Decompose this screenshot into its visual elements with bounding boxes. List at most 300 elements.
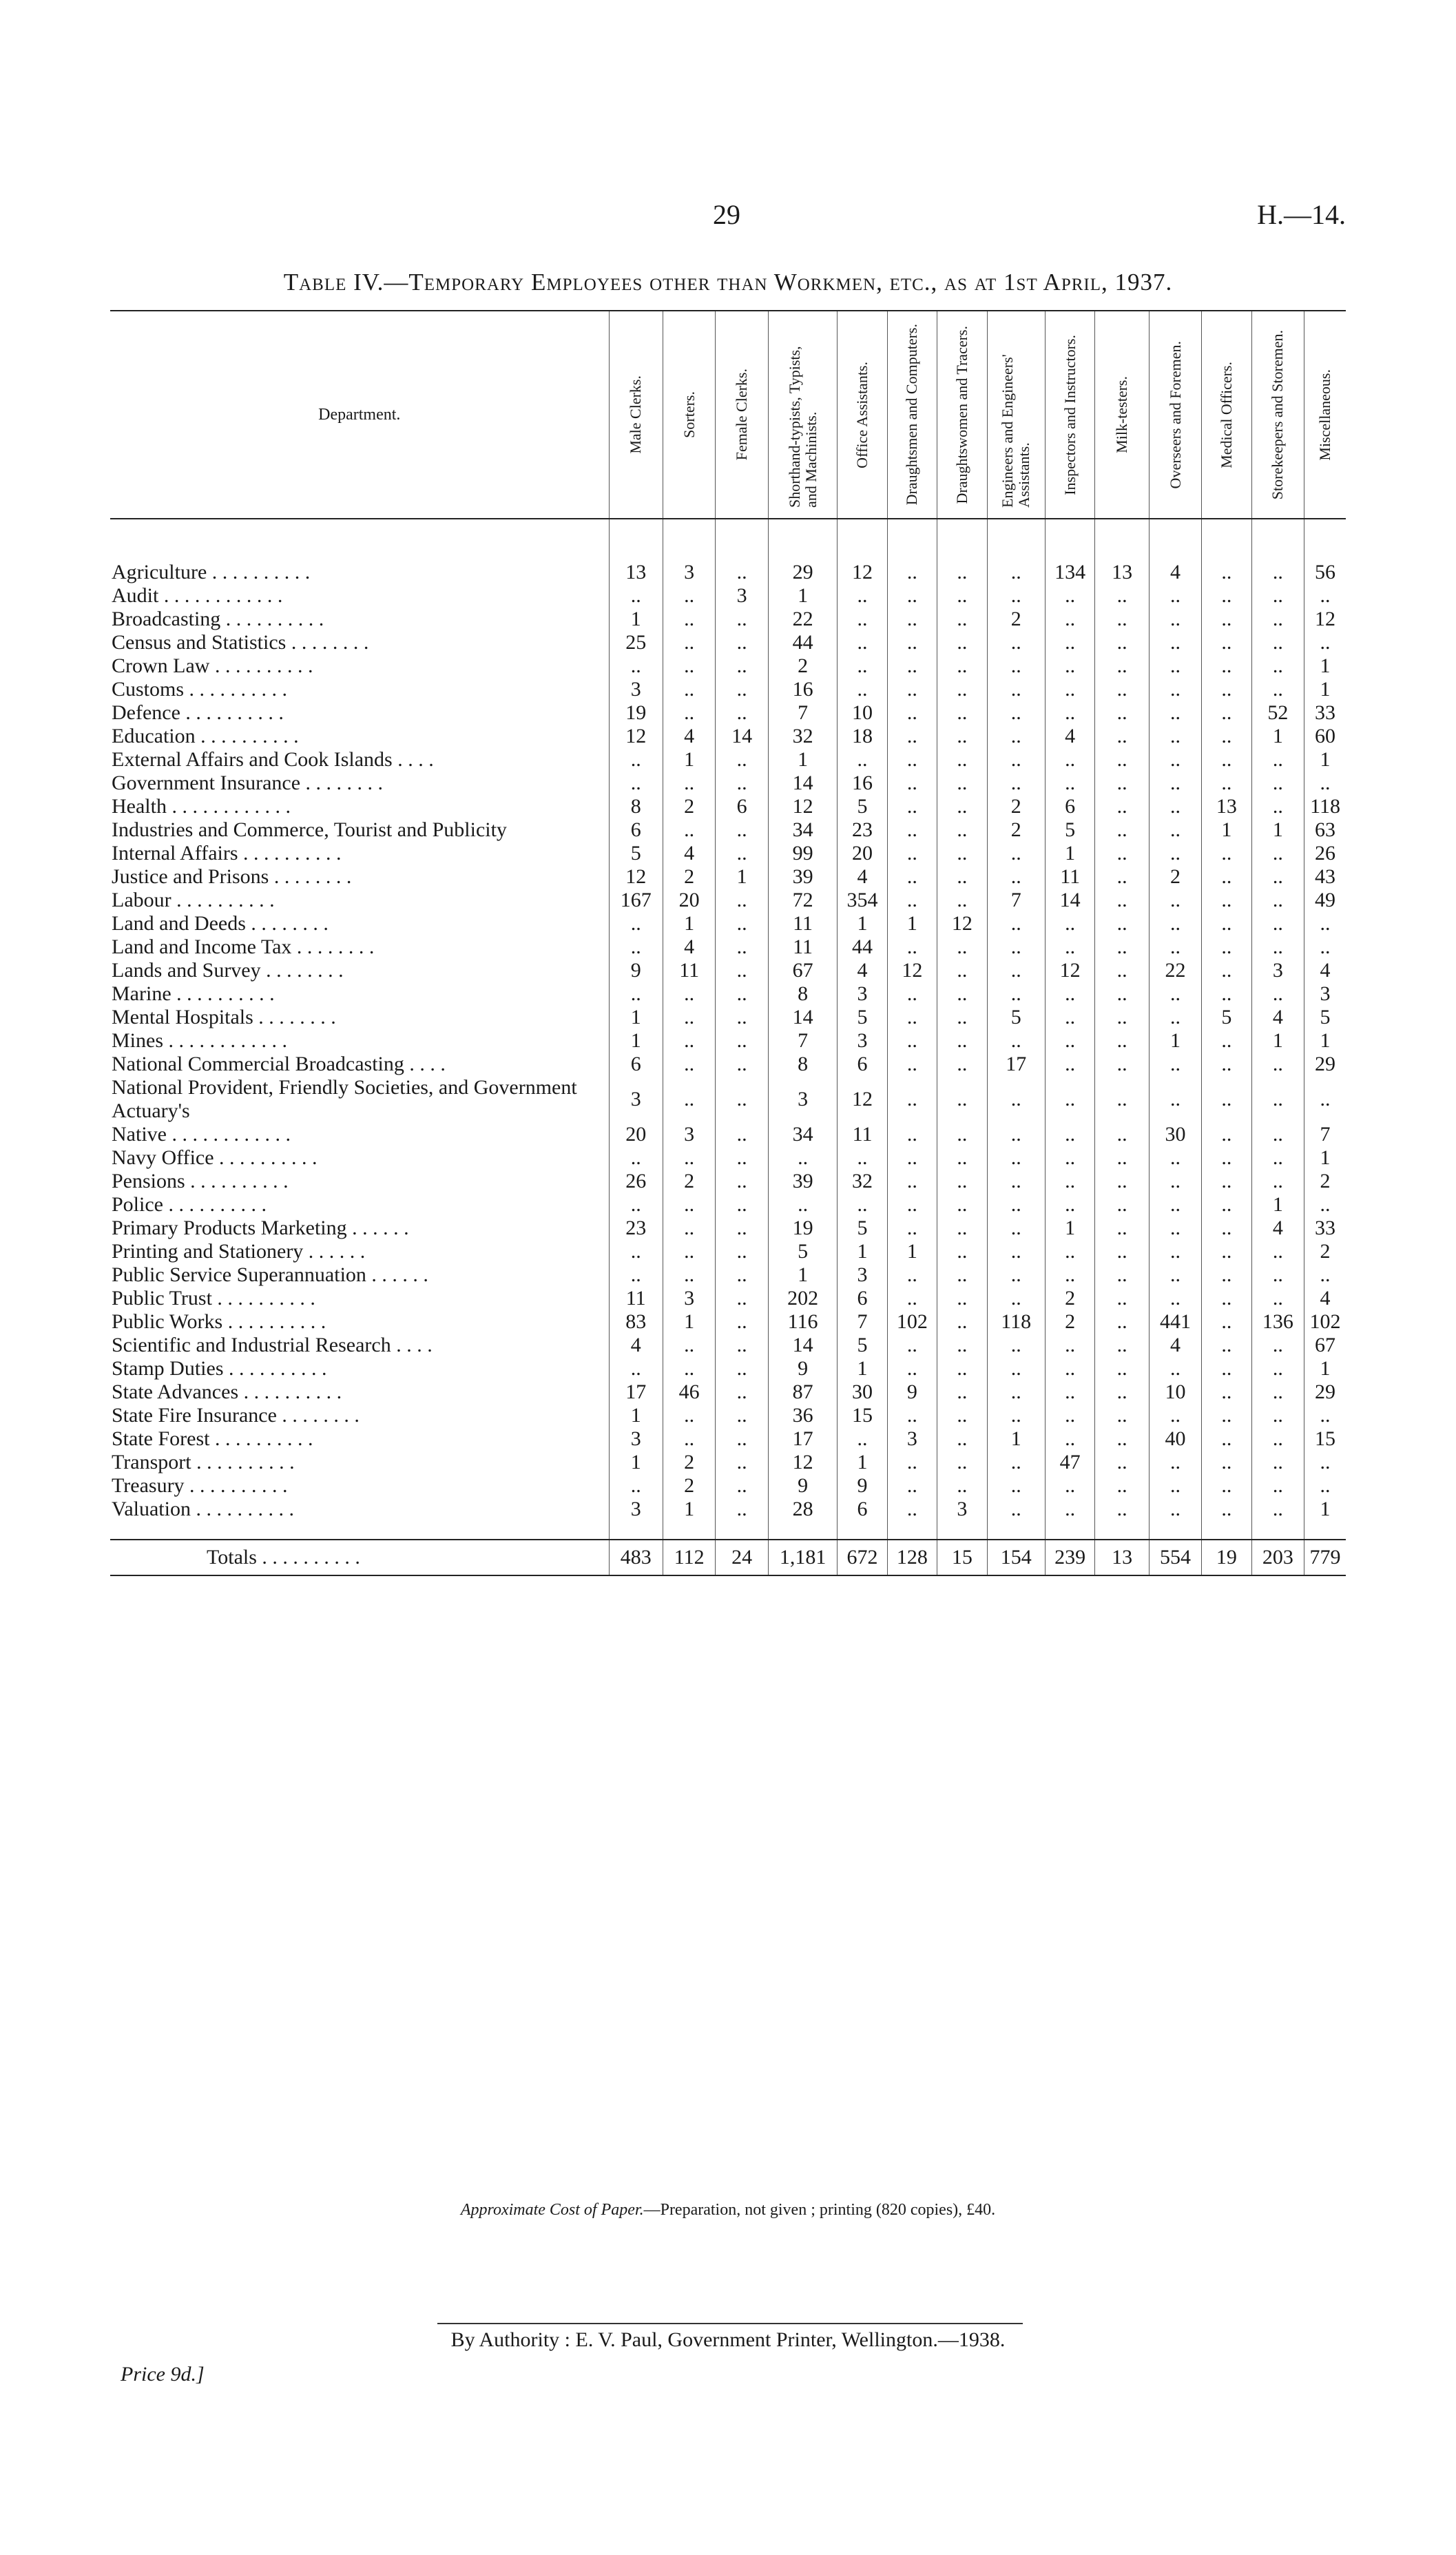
table-cell: 2 [663, 1451, 715, 1474]
table-cell: .. [1202, 1380, 1251, 1404]
table-cell: 1 [1202, 818, 1251, 842]
table-cell: .. [1202, 1146, 1251, 1170]
table-cell: .. [987, 935, 1045, 959]
table-cell: .. [887, 1263, 937, 1287]
table-cell: 46 [663, 1380, 715, 1404]
department-name: Land and Income Tax . . . . . . . . [112, 935, 375, 958]
department-name: Census and Statistics . . . . . . . . [112, 631, 369, 654]
table-row [110, 519, 1346, 584]
table-cell: .. [1095, 1006, 1149, 1029]
table-cell: 13 [1202, 795, 1251, 818]
table-cell: .. [937, 842, 987, 865]
table-cell: .. [663, 1263, 715, 1287]
table-row [110, 1357, 1346, 1380]
table-cell: 3 [838, 1263, 887, 1287]
table-cell: 26 [609, 1170, 663, 1193]
table-row [110, 959, 1346, 982]
table-row [110, 889, 1346, 912]
table-cell: .. [1149, 1240, 1201, 1263]
table-row [110, 935, 1346, 959]
table-cell: 5 [838, 1334, 887, 1357]
table-cell: .. [937, 865, 987, 889]
table-cell: 6 [609, 818, 663, 842]
table-row [110, 842, 1346, 865]
table-cell: .. [987, 701, 1045, 725]
table-cell: 30 [838, 1380, 887, 1404]
table-row [110, 1310, 1346, 1334]
table-cell: .. [716, 982, 768, 1006]
table-cell: .. [887, 842, 937, 865]
spacer-cell [887, 1521, 937, 1540]
table-cell: .. [716, 631, 768, 654]
table-cell: 1 [1304, 1357, 1346, 1380]
table-cell: .. [1251, 1451, 1304, 1474]
department-name: Government Insurance . . . . . . . . [112, 772, 384, 794]
table-cell: .. [609, 912, 663, 935]
table-cell: 67 [1304, 1334, 1346, 1357]
table-cell: .. [987, 1029, 1045, 1053]
table-cell: 15 [838, 1404, 887, 1427]
table-cell: .. [1045, 1357, 1094, 1380]
table-cell: 3 [663, 1123, 715, 1146]
department-name: Marine . . . . . . . . . . [112, 982, 275, 1005]
department-name: Audit . . . . . . . . . . . . [112, 584, 283, 607]
table-cell: .. [1202, 1287, 1251, 1310]
table-cell: 12 [887, 959, 937, 982]
table-cell: .. [1045, 678, 1094, 701]
table-cell: 14 [768, 1006, 838, 1029]
table-cell: .. [716, 1146, 768, 1170]
table-cell: .. [838, 608, 887, 631]
table-cell: .. [887, 818, 937, 842]
table-cell: .. [887, 1053, 937, 1076]
table-cell: .. [1149, 1053, 1201, 1076]
table-cell: .. [1095, 1357, 1149, 1380]
table-cell: .. [1251, 1498, 1304, 1521]
table-cell: .. [937, 772, 987, 795]
table-cell: .. [1304, 1263, 1346, 1287]
table-cell: 44 [768, 631, 838, 654]
table-cell: .. [1095, 818, 1149, 842]
table-cell: 11 [768, 935, 838, 959]
table-cell: 12 [1304, 608, 1346, 631]
table-cell: 2 [1304, 1170, 1346, 1193]
table-cell: .. [1202, 519, 1251, 584]
table-cell: 102 [887, 1310, 937, 1334]
table-cell: 20 [609, 1123, 663, 1146]
table-cell: 1 [609, 1404, 663, 1427]
table-cell: 1 [663, 748, 715, 772]
table-cell: .. [1045, 1123, 1094, 1146]
table-cell: .. [1095, 608, 1149, 631]
table-cell: .. [1251, 1146, 1304, 1170]
table-cell: .. [1045, 1029, 1094, 1053]
spacer-cell [1095, 1521, 1149, 1540]
table-cell: 17 [768, 1427, 838, 1451]
table-cell: .. [887, 1170, 937, 1193]
department-name: Stamp Duties . . . . . . . . . . [112, 1357, 327, 1380]
table-cell: .. [987, 1334, 1045, 1357]
table-cell: .. [716, 935, 768, 959]
table-cell: .. [1045, 1006, 1094, 1029]
table-cell: 14 [768, 1334, 838, 1357]
table-cell: .. [937, 519, 987, 584]
table-row [110, 1474, 1346, 1498]
table-cell: .. [1149, 795, 1201, 818]
table-cell: .. [937, 959, 987, 982]
table-cell: .. [1251, 1053, 1304, 1076]
table-cell: .. [1304, 584, 1346, 608]
table-row [110, 748, 1346, 772]
table-cell: .. [1251, 1240, 1304, 1263]
table-cell: .. [838, 678, 887, 701]
department-name: Justice and Prisons . . . . . . . . [112, 865, 352, 888]
table-cell: 8 [768, 1053, 838, 1076]
table-cell: 33 [1304, 701, 1346, 725]
table-cell: .. [1202, 1357, 1251, 1380]
table-cell: 56 [1304, 519, 1346, 584]
totals-row [110, 1540, 1346, 1575]
table-cell: .. [663, 1053, 715, 1076]
table-cell: .. [1202, 865, 1251, 889]
table-cell: .. [1045, 1076, 1094, 1123]
department-name: Customs . . . . . . . . . . [112, 678, 288, 701]
table-cell: .. [987, 1240, 1045, 1263]
table-row [110, 1240, 1346, 1263]
table-cell: 102 [1304, 1310, 1346, 1334]
document-reference: H.—14. [1257, 199, 1346, 230]
table-cell: .. [887, 889, 937, 912]
department-name: State Fire Insurance . . . . . . . . [112, 1404, 360, 1427]
table-cell: 6 [838, 1053, 887, 1076]
column-header-label: Storekeepers and Storemen. [1269, 329, 1287, 500]
table-cell: 554 [1149, 1540, 1201, 1575]
table-cell: 3 [937, 1498, 987, 1521]
table-cell: .. [716, 1170, 768, 1193]
table-cell: .. [937, 1404, 987, 1427]
table-cell: 12 [768, 1451, 838, 1474]
table-cell: .. [1095, 1029, 1149, 1053]
table-cell: 118 [987, 1310, 1045, 1334]
table-row [110, 678, 1346, 701]
table-cell: 1 [1304, 654, 1346, 678]
table-cell: .. [937, 631, 987, 654]
price-note: Price 9d.] [121, 2363, 205, 2386]
table-row [110, 1217, 1346, 1240]
table-cell: .. [937, 1451, 987, 1474]
table-cell: 441 [1149, 1310, 1201, 1334]
table-cell: .. [1149, 982, 1201, 1006]
table-cell: 22 [768, 608, 838, 631]
table-cell: 1 [1304, 1146, 1346, 1170]
column-header [609, 311, 663, 519]
table-cell: .. [716, 678, 768, 701]
table-cell: 14 [716, 725, 768, 748]
table-cell: .. [1202, 1193, 1251, 1217]
table-cell: 11 [663, 959, 715, 982]
table-cell: .. [716, 654, 768, 678]
table-cell: .. [1202, 725, 1251, 748]
table-cell: 34 [768, 818, 838, 842]
cost-note-text: —Preparation, not given ; printing (820 copies), £40. [643, 2201, 996, 2219]
table-cell: .. [1251, 1076, 1304, 1123]
department-name: State Advances . . . . . . . . . . [112, 1380, 342, 1403]
table-cell: 3 [609, 1076, 663, 1123]
table-cell: .. [987, 982, 1045, 1006]
table-cell: .. [987, 1287, 1045, 1310]
table-cell: .. [937, 1217, 987, 1240]
table-cell: 17 [987, 1053, 1045, 1076]
table-cell: .. [1095, 584, 1149, 608]
column-header [1251, 311, 1304, 519]
table-cell: 5 [1304, 1006, 1346, 1029]
table-cell: .. [1202, 1217, 1251, 1240]
table-cell: .. [1251, 795, 1304, 818]
table-cell: .. [1095, 631, 1149, 654]
table-cell: 1 [663, 912, 715, 935]
table-cell: .. [1251, 1123, 1304, 1146]
table-cell: .. [663, 1404, 715, 1427]
department-name: Valuation . . . . . . . . . . [112, 1498, 294, 1520]
table-cell: .. [1202, 748, 1251, 772]
table-cell: 12 [768, 795, 838, 818]
table-cell: .. [987, 654, 1045, 678]
table-cell: 3 [1251, 959, 1304, 982]
table-cell: .. [1095, 748, 1149, 772]
spacer-cell [1304, 1521, 1346, 1540]
table-cell: 1 [609, 1006, 663, 1029]
table-cell: 2 [1045, 1310, 1094, 1334]
table-cell: .. [663, 1193, 715, 1217]
table-cell: .. [716, 1263, 768, 1287]
table-cell: .. [1149, 889, 1201, 912]
table-cell: 2 [1045, 1287, 1094, 1310]
table-cell: .. [887, 1123, 937, 1146]
table-cell: 4 [663, 842, 715, 865]
table-cell: .. [716, 1217, 768, 1240]
table-cell: 3 [609, 1427, 663, 1451]
table-cell: .. [1149, 818, 1201, 842]
table-cell: 11 [609, 1287, 663, 1310]
table-cell: 26 [1304, 842, 1346, 865]
table-cell: 11 [768, 912, 838, 935]
department-name: Public Service Superannuation . . . . . . [112, 1263, 428, 1286]
table-cell: 7 [838, 1310, 887, 1334]
table-cell: .. [716, 889, 768, 912]
table-cell: .. [937, 982, 987, 1006]
table-row [110, 795, 1346, 818]
department-name: External Affairs and Cook Islands . . . . [112, 748, 434, 771]
table-cell: 10 [838, 701, 887, 725]
table-cell: 1 [768, 584, 838, 608]
table-cell: .. [887, 1146, 937, 1170]
table-cell: .. [887, 654, 937, 678]
table-cell: .. [716, 1193, 768, 1217]
column-header-label: Draughtswomen and Tracers. [953, 325, 970, 504]
spacer-cell [110, 1521, 609, 1540]
table-cell: 19 [609, 701, 663, 725]
table-row [110, 1380, 1346, 1404]
table-cell: 5 [1202, 1006, 1251, 1029]
table-cell: .. [609, 935, 663, 959]
table-cell: .. [937, 818, 987, 842]
table-cell: .. [1202, 1123, 1251, 1146]
table-cell: .. [987, 519, 1045, 584]
divider [437, 2323, 1023, 2324]
table-cell: .. [1304, 1193, 1346, 1217]
table-cell: .. [937, 608, 987, 631]
table-title: Table IV.—Temporary Employees other than Workmen, etc., as at 1st April, 1937. [283, 269, 1173, 296]
table-cell: .. [1045, 912, 1094, 935]
table-cell: 63 [1304, 818, 1346, 842]
table-cell: .. [1304, 772, 1346, 795]
table-row [110, 631, 1346, 654]
table-cell: .. [987, 1217, 1045, 1240]
table-row [110, 1006, 1346, 1029]
table-cell: .. [1251, 1263, 1304, 1287]
table-cell: .. [1045, 1193, 1094, 1217]
table-cell: 3 [768, 1076, 838, 1123]
table-cell: 2 [663, 795, 715, 818]
table-cell: 1 [663, 1498, 715, 1521]
table-cell: .. [663, 772, 715, 795]
department-name: Internal Affairs . . . . . . . . . . [112, 842, 342, 865]
table-row [110, 1146, 1346, 1170]
department-name: State Forest . . . . . . . . . . [112, 1427, 313, 1450]
table-cell: 6 [609, 1053, 663, 1076]
column-header [1095, 311, 1149, 519]
table-cell: 33 [1304, 1217, 1346, 1240]
table-cell: .. [1202, 842, 1251, 865]
table-cell: .. [1095, 678, 1149, 701]
table-cell: .. [609, 1193, 663, 1217]
table-cell: .. [937, 935, 987, 959]
table-row [110, 654, 1346, 678]
table-cell: 44 [838, 935, 887, 959]
table-cell: .. [1095, 1287, 1149, 1310]
table-cell: .. [937, 1006, 987, 1029]
table-cell: .. [1149, 701, 1201, 725]
spacer-cell [987, 1521, 1045, 1540]
table-cell: .. [663, 1146, 715, 1170]
table-cell: 4 [1045, 725, 1094, 748]
table-cell: .. [1095, 1498, 1149, 1521]
table-cell: 1 [609, 608, 663, 631]
table-cell: .. [609, 982, 663, 1006]
table-cell: .. [1202, 1427, 1251, 1451]
table-cell: 39 [768, 865, 838, 889]
table-cell: .. [987, 1380, 1045, 1404]
table-cell: 28 [768, 1498, 838, 1521]
table-cell: .. [663, 1357, 715, 1380]
table-cell: 4 [838, 865, 887, 889]
table-cell: 4 [1251, 1006, 1304, 1029]
table-row [110, 982, 1346, 1006]
table-cell: .. [1202, 654, 1251, 678]
table-cell: .. [1149, 725, 1201, 748]
table-cell: .. [887, 748, 937, 772]
table-cell: 87 [768, 1380, 838, 1404]
table-cell: 60 [1304, 725, 1346, 748]
table-cell: 12 [838, 519, 887, 584]
table-cell: .. [716, 959, 768, 982]
table-cell: .. [1045, 1263, 1094, 1287]
table-cell: 1 [838, 1240, 887, 1263]
table-cell: 6 [1045, 795, 1094, 818]
table-cell: 2 [663, 1474, 715, 1498]
table-row [110, 1498, 1346, 1521]
table-cell: 672 [838, 1540, 887, 1575]
table-row [110, 1076, 1346, 1123]
table-cell: .. [887, 1334, 937, 1357]
table-cell: .. [1202, 1076, 1251, 1123]
table-cell: 20 [838, 842, 887, 865]
table-cell: .. [937, 1474, 987, 1498]
table-cell: .. [716, 1076, 768, 1123]
table-row [110, 865, 1346, 889]
table-cell: 134 [1045, 519, 1094, 584]
table-cell: .. [1202, 1474, 1251, 1498]
table-cell: .. [1149, 912, 1201, 935]
table-cell: 112 [663, 1540, 715, 1575]
department-name: Public Works . . . . . . . . . . [112, 1310, 326, 1333]
table-cell: 14 [1045, 889, 1094, 912]
column-header-label: Medical Officers. [1217, 361, 1235, 468]
table-cell: .. [716, 1310, 768, 1334]
table-cell: 19 [1202, 1540, 1251, 1575]
department-name: Broadcasting . . . . . . . . . . [112, 608, 324, 630]
table-cell: 52 [1251, 701, 1304, 725]
table-cell: 11 [838, 1123, 887, 1146]
department-name: Mental Hospitals . . . . . . . . [112, 1006, 336, 1028]
department-name: National Provident, Friendly Societies, and Government Actuary's [112, 1076, 577, 1122]
table-cell: .. [1095, 842, 1149, 865]
table-cell: .. [768, 1146, 838, 1170]
table-cell: .. [887, 1498, 937, 1521]
table-cell: .. [1095, 1217, 1149, 1240]
department-name: Defence . . . . . . . . . . [112, 701, 284, 724]
table-cell: .. [1251, 631, 1304, 654]
table-cell: .. [1095, 935, 1149, 959]
column-header-label: Overseers and Foremen. [1166, 340, 1184, 489]
table-cell: .. [1304, 1474, 1346, 1498]
table-cell: .. [1251, 772, 1304, 795]
department-name: Mines . . . . . . . . . . . . [112, 1029, 287, 1052]
table-cell: .. [1304, 912, 1346, 935]
table-cell: 29 [768, 519, 838, 584]
table-cell: 1 [1045, 1217, 1094, 1240]
table-cell: .. [1202, 889, 1251, 912]
table-cell: .. [1202, 608, 1251, 631]
table-cell: .. [1095, 1474, 1149, 1498]
table-cell: .. [609, 1146, 663, 1170]
table-cell: 32 [768, 725, 838, 748]
column-header [663, 311, 715, 519]
table-cell: .. [1095, 1193, 1149, 1217]
table-cell: 3 [1304, 982, 1346, 1006]
department-name: Labour . . . . . . . . . . [112, 889, 275, 911]
table-cell: .. [887, 772, 937, 795]
table-cell: .. [1095, 959, 1149, 982]
table-cell: 13 [1095, 519, 1149, 584]
table-cell: .. [987, 1451, 1045, 1474]
table-cell: .. [937, 1076, 987, 1123]
table-cell: .. [609, 584, 663, 608]
table-cell: .. [716, 1006, 768, 1029]
table-cell: .. [887, 1076, 937, 1123]
table-cell: .. [937, 1310, 987, 1334]
table-cell: 2 [1304, 1240, 1346, 1263]
